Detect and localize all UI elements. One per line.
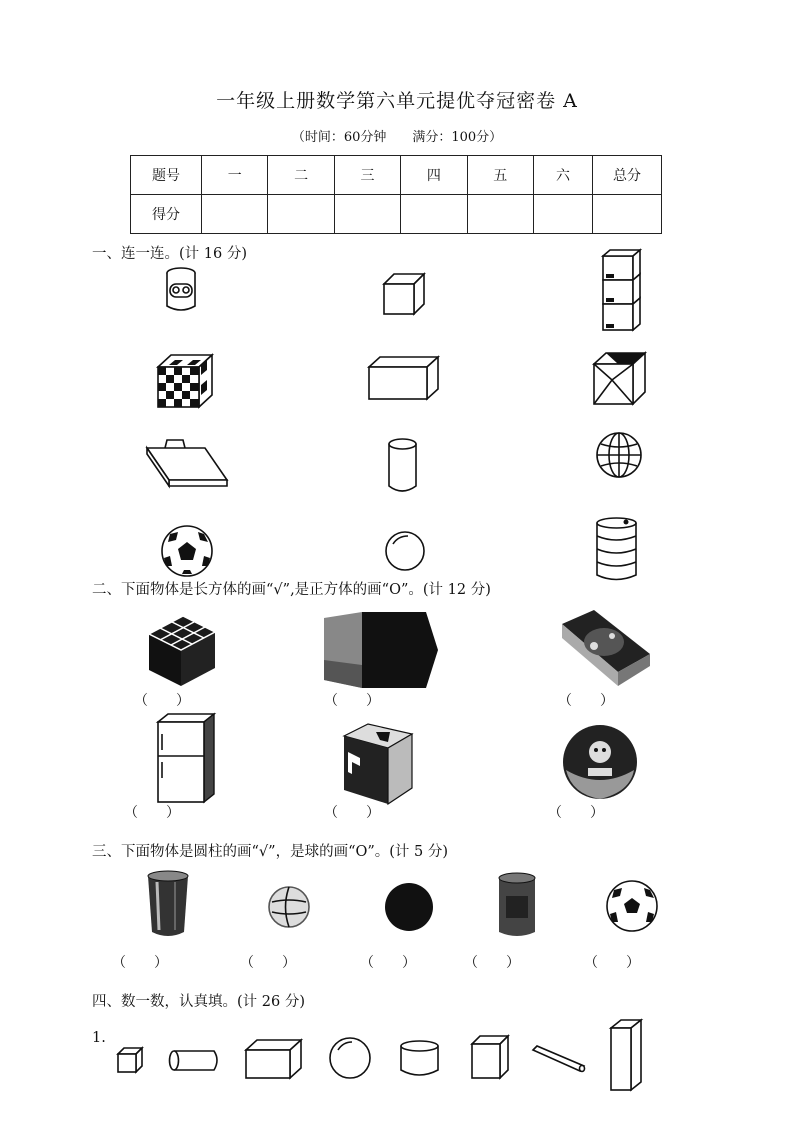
answer-blank[interactable]: （ ） <box>324 805 380 821</box>
answer-blank[interactable]: （ ） <box>112 955 168 971</box>
box-icon <box>590 350 648 408</box>
decorated-ball-photo <box>560 722 640 802</box>
refrigerator-photo <box>152 712 218 806</box>
score-input-cell[interactable] <box>334 195 400 234</box>
can-with-face-icon <box>163 266 203 316</box>
rod-icon <box>530 1044 586 1074</box>
answer-blank[interactable]: （ ） <box>464 955 520 971</box>
score-table <box>130 155 662 234</box>
exam-info: （时间：60分钟 满分：100分） <box>291 130 503 145</box>
section-2-heading: 二、下面物体是长方体的画“√”,是正方体的画“O”。(计 12 分) <box>92 582 491 598</box>
score-input-cell[interactable] <box>401 195 467 234</box>
oil-drum-icon <box>594 516 640 584</box>
cuboid-icon <box>244 1038 304 1080</box>
score-input-cell[interactable] <box>202 195 268 234</box>
score-cell: 六 <box>534 156 593 195</box>
volleyball-photo <box>266 884 312 930</box>
rubiks-cube-icon <box>155 352 215 410</box>
short-cylinder-icon <box>398 1038 442 1080</box>
rubiks-cube-photo <box>145 610 217 688</box>
score-cell: 二 <box>268 156 334 195</box>
answer-blank[interactable]: （ ） <box>324 693 380 709</box>
briefcase-icon <box>143 436 231 492</box>
score-cell: 题号 <box>131 156 202 195</box>
score-cell: 五 <box>467 156 533 195</box>
black-ball-photo <box>382 880 436 934</box>
score-input-cell[interactable] <box>593 195 662 234</box>
question-number: 1. <box>92 1030 106 1046</box>
cylinder-icon <box>386 436 420 496</box>
lying-cylinder-icon <box>168 1048 222 1074</box>
answer-blank[interactable]: （ ） <box>548 805 604 821</box>
score-cell: 总分 <box>593 156 662 195</box>
answer-blank[interactable]: （ ） <box>134 693 190 709</box>
stacked-boxes-icon <box>600 248 642 334</box>
tall-cuboid-icon <box>608 1018 644 1094</box>
score-input-cell[interactable] <box>268 195 334 234</box>
cuboid-icon <box>366 355 442 403</box>
metal-cup-photo <box>145 870 191 940</box>
ball-icon <box>384 530 428 574</box>
gift-box-photo <box>558 606 654 692</box>
soccer-ball-photo <box>604 878 660 934</box>
sphere-icon <box>328 1036 374 1082</box>
score-cell: 得分 <box>131 195 202 234</box>
section-4-heading: 四、数一数，认真填。(计 26 分) <box>92 994 305 1010</box>
score-input-cell[interactable] <box>467 195 533 234</box>
answer-blank[interactable]: （ ） <box>558 693 614 709</box>
dark-box-photo <box>322 610 440 692</box>
page-title: 一年级上册数学第六单元提优夺冠密卷 A <box>216 90 578 112</box>
answer-blank[interactable]: （ ） <box>240 955 296 971</box>
section-3-heading: 三、下面物体是圆柱的画“√”，是球的画“O”。(计 5 分) <box>92 844 449 860</box>
printed-cube-photo <box>340 722 416 806</box>
score-table-header-row <box>131 156 662 195</box>
globe-icon <box>594 430 644 480</box>
score-input-cell[interactable] <box>534 195 593 234</box>
score-table-score-row <box>131 195 662 234</box>
score-cell: 四 <box>401 156 467 195</box>
soccer-ball-icon <box>160 524 216 580</box>
canister-photo <box>496 872 538 940</box>
small-cube-icon <box>116 1046 146 1076</box>
section-1-heading: 一、连一连。(计 16 分) <box>92 246 247 262</box>
answer-blank[interactable]: （ ） <box>124 805 180 821</box>
score-cell: 一 <box>202 156 268 195</box>
cube-icon <box>470 1034 510 1080</box>
answer-blank[interactable]: （ ） <box>584 955 640 971</box>
cube-icon <box>382 272 428 316</box>
answer-blank[interactable]: （ ） <box>360 955 416 971</box>
score-cell: 三 <box>334 156 400 195</box>
